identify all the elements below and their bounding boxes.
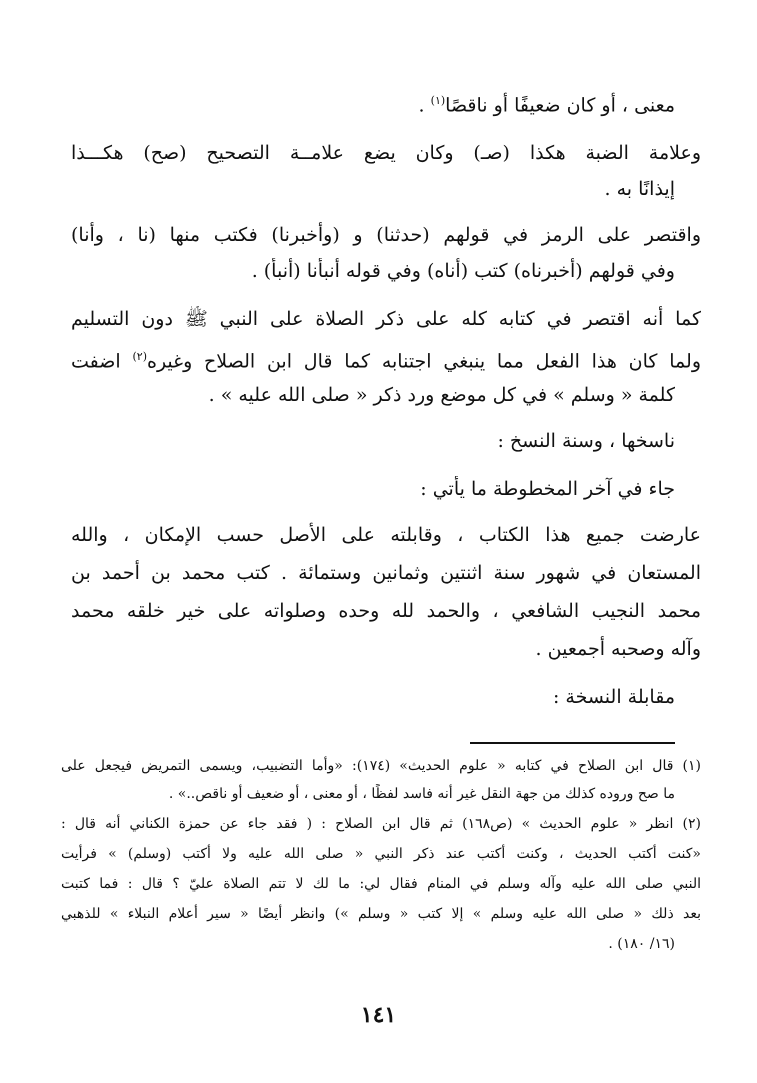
footnote-2-line-3: النبي صلى الله عليه وآله وسلم في المنام فقال لي: ما لك لا تتم الصلاة عليّ ؟ قال : فما كتبت (61, 876, 701, 892)
section-heading-collation: مقابلة النسخة : (552, 686, 675, 708)
page-number: ١٤١ (360, 1002, 397, 1028)
footnote-2-line-2: «كنت أكتب الحديث ، وكنت أكتب عند ذكر النبي « صلى الله عليه ولا أكتب (وسلم) » فرأيت (61, 846, 701, 862)
footnote-ref-2: (٢) (132, 350, 147, 363)
body-line-3: إيذانًا به . (604, 178, 675, 200)
body-line-2: وعلامة الضبة هكذا (صـ) وكان يضع علامــة التصحيح (صح) هكـــذا (71, 142, 701, 164)
body-line-14: وآله وصحبه أجمعين . (535, 638, 701, 660)
body-line-8: كلمة « وسلم » في كل موضع ورد ذكر « صلى الله عليه » . (208, 384, 675, 406)
footnote-divider (470, 742, 675, 744)
footnote-1-line-1: (١) قال ابن الصلاح في كتابه « علوم الحديث» (١٧٤): «وأما التضبيب، ويسمى التمريض فيجعل على (61, 758, 701, 774)
body-line-7: ولما كان هذا الفعل مما ينبغي اجتنابه كما قال ابن الصلاح وغيره$^{(٢)}$ اضفت (71, 350, 701, 373)
body-line-4: واقتصر على الرمز في قولهم (حدثنا) و (وأخبرنا) فكتب منها (نا ، وأنا) (71, 224, 701, 246)
footnote-1-line-2: ما صح وروده كذلك من جهة النقل غير أنه فاسد لفظًا ، أو معنى ، أو ضعيف أو ناقص..» . (168, 786, 675, 802)
body-line-11: عارضت جميع هذا الكتاب ، وقابلته على الأصل حسب الإمكان ، والله (71, 524, 701, 546)
body-line-1: معنى ، أو كان ضعيفًا أو ناقصًا$^{(١)}$ . (418, 94, 675, 117)
section-heading-copyist: ناسخها ، وسنة النسخ : (497, 430, 675, 452)
footnote-2-line-1: (٢) انظر « علوم الحديث » (ص١٦٨) ثم قال ابن الصلاح : ( فقد جاء عن حمزة الكناني أنه قال : (61, 816, 701, 832)
footnote-ref-1: (١) (430, 94, 446, 107)
body-line-5: وفي قولهم (أخبرناه) كتب (أناه) وفي قوله أنبأنا (أنبأ) . (251, 260, 675, 282)
body-line-10: جاء في آخر المخطوطة ما يأتي : (420, 478, 675, 500)
footnote-2-line-5: (١٦/ ١٨٠) . (608, 936, 675, 952)
body-line-12: المستعان في شهور سنة اثنتين وثمانين وستمائة . كتب محمد بن أحمد بن (71, 562, 701, 584)
body-line-13: محمد النجيب الشافعي ، والحمد لله وحده وصلواته على خير خلقه محمد (71, 600, 701, 622)
footnote-2-line-4: بعد ذلك « صلى الله عليه وسلم » إلا كتب « وسلم ») وانظر أيضًا « سير أعلام النبلاء » للذهبي (61, 906, 701, 922)
body-line-6: كما أنه اقتصر في كتابه كله على ذكر الصلاة على النبي ﷺ دون التسليم (71, 308, 701, 330)
